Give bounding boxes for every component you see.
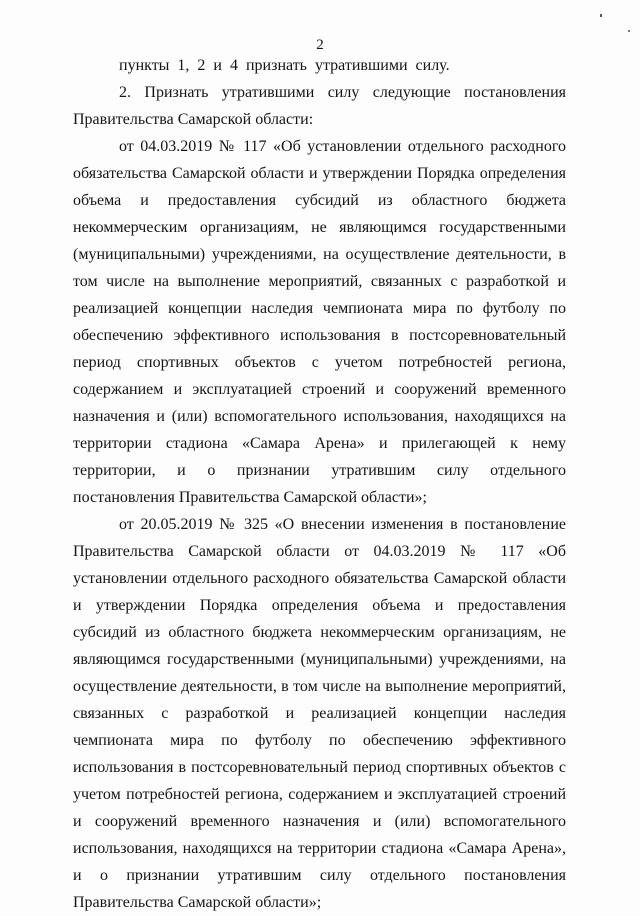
- paragraph-item-2: 2. Признать утратившими силу следующие постановления Правительства Самарской области:: [73, 84, 566, 128]
- scan-speck: [628, 30, 630, 32]
- paragraph-resolution-117: от 04.03.2019 № 117 «Об установлении отдельного расходного обязательства Самарской области и утверждении Порядка определения объема и предоставления субсидий из областного бюджета некоммерческим организациям, не являющимся государственными (муниципальными) учреждениями, на осуществление деятельности, в том числе на выполнение мероприятий, связанных с разработкой и реализацией концепции наследия чемпионата мира по футболу по обеспечению эффективного использования в постсоревновательный период спортивных объектов с учетом потребностей региона, содержанием и эксплуатацией строений и сооружений временного назначения и (или) вспомогательного использования, находящихся на территории стадиона «Самара Арена» и прилегающей к нему территории, и о признании утратившим силу отдельного постановления Правительства Самарской области»;: [73, 138, 566, 506]
- page-number: 2: [316, 37, 324, 53]
- paragraph-continuation: пункты 1, 2 и 4 признать утратившими силу.: [119, 57, 450, 74]
- paragraph-resolution-325: от 20.05.2019 № 325 «О внесении изменения в постановление Правительства Самарской области от 04.03.2019 № 117 «Об установлении отдельного расходного обязательства Самарской области и утверждении Порядка определения объема и предоставления субсидий из областного бюджета некоммерческим организациям, не являющимся государственными (муниципальными) учреждениями, на осуществление деятельности, в том числе на выполнение мероприятий, связанных с разработкой и реализацией концепции наследия чемпионата мира по футболу по обеспечению эффективного использования в постсоревновательный период спортивных объектов с учетом потребностей региона, содержанием и эксплуатацией строений и сооружений временного назначения и (или) вспомогательного использования, находящихся на территории стадиона «Самара Арена», и о признании утратившим силу отдельного постановления Правительства Самарской области»;: [73, 516, 566, 911]
- document-body: [73, 52, 566, 916]
- scan-speck: [600, 14, 602, 17]
